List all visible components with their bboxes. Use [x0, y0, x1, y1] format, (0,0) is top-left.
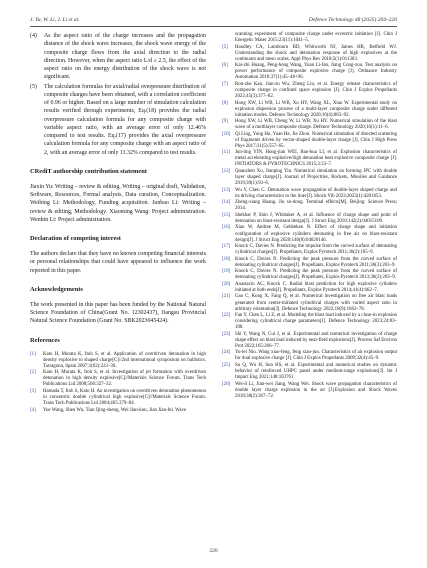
reference-text: scanning experiment of composite charge under eccentric initiation [J]. Chin J Energetic Mater 2015;23(11):1041–5.	[235, 32, 397, 44]
reference-number[interactable]: [6]	[222, 63, 228, 69]
conclusion-item	[30, 32, 206, 82]
reference-number[interactable]: [12]	[222, 169, 231, 175]
references-heading: References	[30, 336, 60, 344]
conclusion-item-number: (5)	[30, 83, 37, 90]
reference-entry	[222, 101, 397, 119]
reference-text: Quanzhen Xu, Jianping Yin. Numerical simulation on forming JPC with double layer shaped charge[J]. Journal of Projectiles, Rockets, Missiles and Guidance 2019;39(1):93–6.	[235, 169, 397, 187]
reference-entry	[222, 332, 397, 350]
reference-number[interactable]: [24]	[222, 350, 231, 356]
conclusion-items	[30, 32, 206, 157]
header-rule	[30, 26, 397, 27]
right-column	[222, 32, 397, 400]
credit-heading: CRediT authorship contribution statement	[30, 167, 147, 175]
reference-text: Kato H, Murata K, Itoh S, et al. Application of overdriven detonation in high density explosive to shaped charge[C]//2nd international symposium on ballistics. Tarragona, Spain 2007;1(62):223–30.	[43, 351, 206, 369]
reference-text: Wei-li Li, Jian-wei Jiang, Wang Wei. Shock wave propagation characteristics of double layer charge explosion in the air [J].Explosion and Shock Waves 2018;38(2):367–72.	[235, 381, 397, 399]
reference-number[interactable]: [1]	[30, 351, 36, 357]
reference-entry	[30, 408, 206, 414]
reference-entry	[222, 200, 397, 212]
reference-number[interactable]: [3]	[30, 388, 36, 394]
reference-number[interactable]: [25]	[222, 362, 231, 368]
reference-text: Kato H, Murata K, Itoh S, et al. Investigation of jet formation with overdriven detonation in high density explosive[C]//Materials Science Forum. Trans Tech Publications Ltd 2008;566:327–32.	[43, 370, 206, 388]
left-column	[30, 32, 206, 414]
reference-text: Su Q, Wu H, Sun HS, et al. Experimental and numerical studies on dynamic behavior of reinforced UHPC panel under medium-range explosions[J]. Int J Impact Eng 2021;148:103761.	[235, 362, 397, 381]
reference-text: Shi Y, Wang N, Cui J, et al. Experimental and numerical investigation of charge shape effect on blast load induced by near-field explosions[J]. Process Saf Environ Prot 2022;165:266–77.	[235, 331, 397, 349]
reference-text: Qi Ling, Yong Hu, Yuan He, Jie Zhou. Numerical simulation of directed scattering of fragments driven by vector-shaped double-layer charge [J]. Chin J High Press Phys 2017;31(5):557–65.	[235, 131, 397, 149]
reference-text: Yu-lei Niu. Wang xiao-feng, feng xiao-jun. Characteristics of air explosion output for dual explosive charge [J]. Chin J Explos Propellants 2009;32(4):45–9.	[235, 350, 397, 362]
reference-entry	[222, 82, 397, 100]
reference-entry	[222, 294, 397, 312]
reference-number[interactable]: [15]	[222, 212, 231, 218]
reference-number[interactable]: [13]	[222, 187, 231, 193]
reference-text: Hong XW, Li WB, Li WB, Xu HY, Wang XL, Xiao W. Experimental study on explosion dispersion process of a multi-layer composite charge under different initiation modes. Defence Technology 2020;16(4):883–92.	[235, 100, 397, 118]
reference-number[interactable]: [19]	[222, 269, 231, 275]
conclusion-item-text: As the aspect ratio of the charge increases and the propagation distance of the shock wave increases, the shock wave energy of the composite charge flows from the axial direction to the radial direction. However, when the aspect ratio L/d ≥ 2.5, the effect of the aspect ratio on the energy distribution of the shock wave is not significant.	[44, 33, 206, 81]
reference-text: Wu Y, Chen C. Detonation wave propagation of double-layer shaped charge and its driving characteristics to the liner[J]. Shock Vib 2023;2023(1):4201653.	[235, 187, 397, 199]
reference-entry	[222, 244, 397, 256]
reference-entry	[222, 150, 397, 168]
reference-entry	[222, 63, 397, 81]
page-number: 220	[209, 548, 218, 554]
reference-text: Yue Wang, Shen Wu, Tian Qing-sheng, Wei Jian-kun, Jian Jian-fei. Wave	[43, 407, 187, 413]
reference-number[interactable]: [11]	[222, 150, 230, 156]
reference-text: Knock C, Davies N. Predicting the peak pressure from the curved surface of detonating cylindrical charges[J]. Propellants, Explos Pyrotech 2011;36(3):203–9.	[235, 256, 397, 268]
reference-entry	[222, 188, 397, 200]
reference-entry	[222, 119, 397, 131]
reference-entry	[222, 213, 397, 225]
reference-text: Zheng-xiang Huang. Jiu su-dong. Terminal effects[M]. Beijing: Science Press; 2014.	[235, 200, 397, 212]
reference-text: Anastacio AC, Knock C. Radial blast prediction for high explosive cylinders initiated at both ends[J]. Propellants, Explos Pyrotech 2014;41(4):662–7.	[235, 281, 397, 293]
reference-entry	[222, 313, 397, 331]
reference-number[interactable]: [2]	[30, 370, 36, 376]
acknowledgements-heading: Acknowledgements	[30, 285, 83, 293]
reference-number[interactable]: [18]	[222, 256, 231, 262]
acknowledgements-text: The work presented in this paper has been funded by the National Natural Science Foundation of China(Grant No. 12302437), Jiangsu Provincial Natural Science Foundation (Grant No. SBK2023045424).	[30, 301, 206, 325]
reference-entry	[30, 389, 206, 407]
conclusion-item-text: The calculation formulas for axial/radial overpressure distribution of composite charges have been obtained, with a correlation coefficient of 0.96 or higher. Based on a large number of simulation calculation results verified through experiments, Eq.(18) provides the radial overpressure calculation formula for any composite charge with variable aspect ratio, with an average error of only 12.46% compared to test results. Eq.(17) provides the axial overpressure calculation formula for any composite charge with an aspect ratio of 2, with an average error of only 11.32% compared to test results.	[44, 83, 206, 156]
reference-number[interactable]: [22]	[222, 313, 231, 319]
reference-entry	[222, 269, 397, 281]
reference-text: Shekhar P, Shin J, Whittaker A, et al. Influence of charge shape and point of detonation on blast-resistant design[J]. J Struct Eng 2010;142(2):04015109.	[235, 212, 397, 224]
reference-entry	[222, 225, 397, 243]
reference-text: Knock C, Davies N. Predicting the impulse from the curved surface of detonating cylindrical charges[J]. Propellants, Explos Pyrotech 2011;36(2):105–9.	[235, 244, 397, 256]
reference-entry	[222, 363, 397, 381]
reference-entry	[222, 32, 397, 44]
running-header-journal: Defence Technology 48 (2025) 204–220	[308, 17, 397, 23]
reference-entry	[222, 45, 397, 63]
reference-text: Kai-zhi Huang, Peng-hong Wang, Yuan Li-fan, Jiang Cong-zou. Test analysis on power performance of composite explosive charge [J]. Ordnance Industry Automation 2018;37(1):45–48+96.	[235, 63, 397, 81]
reference-entry	[222, 132, 397, 150]
reference-number[interactable]: [9]	[222, 119, 228, 125]
reference-text: Hamada T, Itoh S, Kato H. An investigation on overdriven detonation phenomenon in concentric double cylindrical high explosive[C]//Materials Science Forum. Trans Tech Publications Ltd 2004;465:379–84.	[43, 388, 206, 407]
reference-text: Handley CA, Lambourn BD, Whitworth NJ, James HR, Belfield WJ. Understanding the shock and detonation response of high explosives at the continuum and meso scales. Appl Phys Rev 2018;5(1):011303.	[235, 44, 397, 62]
conclusion-item-number: (4)	[30, 33, 37, 39]
reference-text: Knock C, Davies N. Predicting the peak pressure from the curved surface of detonating cylindrical charges[J]. Propellants, Explos Pyrotech 2013;38(2):203–9.	[235, 269, 397, 281]
reference-text: Fan Y, Chen L, Li Z, et al. Modeling the blast load induced by a close-in explosion considering cylindrical charge parameters[J]. Defence Technology 2023;24:83–108.	[235, 313, 397, 331]
reference-number[interactable]: [17]	[222, 244, 231, 250]
reference-entry	[222, 282, 397, 294]
reference-number[interactable]: [8]	[222, 100, 228, 106]
reference-text: Hong XW, Li WB, Cheng W, Li WB, Xu HY. Numerical simulation of the blast wave of a multilayer composite charge. Defence Technology 2020;16(1):11–6.	[235, 119, 397, 131]
reference-entry	[30, 352, 206, 370]
reference-text: Ron-zhe Kan, Jian-zu Wu, Zheng Liu, et al. Energy release characteristics of composite charge in confined space explosion [J]. Chin J Explos Propellants 2022;45(3):377–82.	[235, 81, 397, 99]
reference-entry	[222, 350, 397, 362]
reference-number[interactable]: [7]	[222, 81, 228, 87]
interest-text: The authors declare that they have no known competing financial interests or personal relationships that could have appeared to influence the work reported in this paper.	[30, 251, 206, 274]
reference-list-left	[30, 352, 206, 414]
reference-entry	[222, 169, 397, 187]
reference-entry	[30, 370, 206, 388]
reference-number[interactable]: [16]	[222, 225, 231, 231]
reference-text: Xiao W, Andrae M, Gebbeken N. Effect of charge shape and initiation configuration of explosive cylinders detonating in free air on blast-resistant design[J]. J Struct Eng 2020;146(8):04020146.	[235, 225, 397, 243]
reference-number[interactable]: [20]	[222, 281, 231, 287]
reference-list-right	[222, 32, 397, 400]
reference-number[interactable]: [14]	[222, 200, 231, 206]
reference-number[interactable]: [4]	[30, 407, 36, 413]
conclusion-item	[30, 83, 206, 157]
interest-heading: Declaration of competing interest	[30, 235, 121, 242]
reference-number[interactable]: [26]	[222, 381, 231, 387]
reference-entry	[222, 257, 397, 269]
reference-number[interactable]: [10]	[222, 131, 231, 137]
reference-number[interactable]: [23]	[222, 331, 231, 337]
reference-number[interactable]: [5]	[222, 44, 228, 50]
reference-text: Gao C, Kong X, Fang Q, et al. Numerical investigation on free air blast loads generated from center-initiated cylindrical charges with varied aspect ratio in arbitrary orientation[J]. Defence Technology 2022;18(9):1662–78.	[235, 294, 397, 312]
reference-text: Jun-ling YIN, Hong-jian WEI, Bao-hua LI, et al. Explosion characteristics of metal accelerating explosive/high detonation heat explosive composite charge [J]. INITIATORS & PYROTECHNICS 2015;3:33–7.	[235, 150, 397, 168]
reference-number[interactable]: [21]	[222, 294, 231, 300]
credit-text: Jiaxin Yu: Writing – review & editing, Writing – original draft, Validation, Software, Resources, Formal analysis, Data curation, Conceptualization. Weibing Li: Methodology, Funding acquisition. Junbao Li: Writing – review & editing, Methodology. Xiaoming Wang: Project administration. Wenbin Li: Project administration.	[30, 183, 206, 223]
reference-entry	[222, 382, 397, 400]
running-header-authors: J. Yu, W. Li, J. Li et al.	[30, 17, 80, 23]
